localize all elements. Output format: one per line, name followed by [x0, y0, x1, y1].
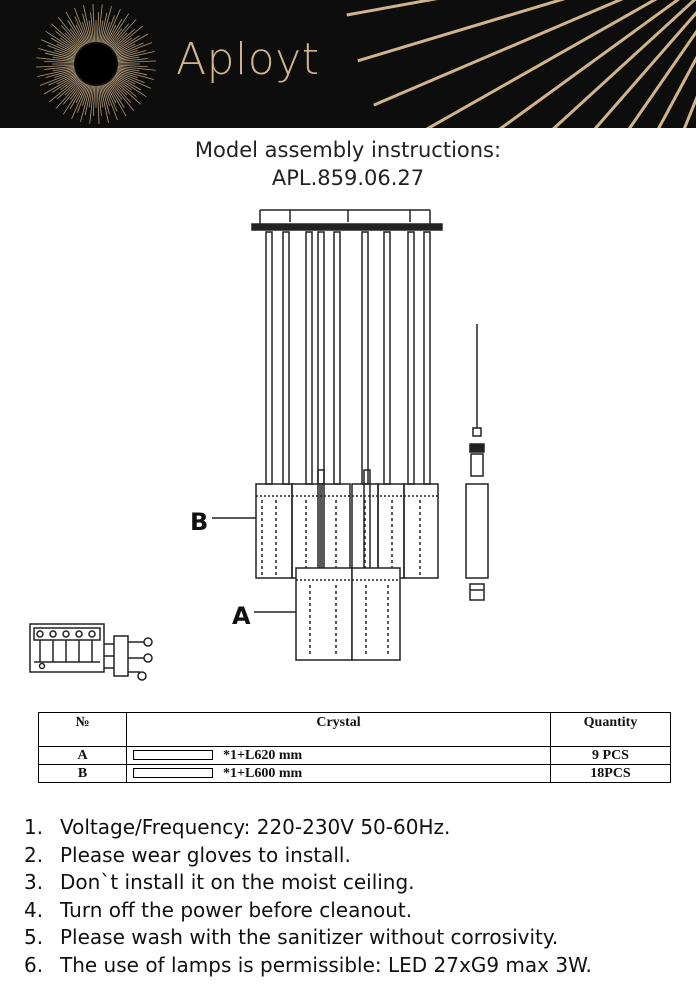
- table-row: [39, 747, 671, 765]
- list-item: 1. Voltage/Frequency: 220-230V 50-60Hz.: [24, 815, 451, 839]
- crystal-group-a: [296, 568, 400, 660]
- list-item: 4. Turn off the power before cleanout.: [24, 897, 413, 922]
- page-title: Model assembly instructions:: [194, 138, 502, 162]
- list-item: 2. Please wear gloves to install.: [24, 842, 351, 867]
- row-quantity: 9 PCS: [551, 747, 671, 765]
- table-row: [39, 765, 671, 783]
- suspension-cables: [266, 232, 430, 570]
- label-b: B: [190, 508, 209, 536]
- ceiling-canopy: [252, 210, 442, 230]
- parts-table: [38, 712, 671, 783]
- single-pendant-detail: [466, 324, 488, 600]
- assembly-drawing: [0, 196, 696, 696]
- row-crystal: [127, 747, 551, 765]
- row-quantity: 18PCS: [551, 765, 671, 783]
- instructions-list: [24, 814, 592, 979]
- header-number: №: [39, 713, 127, 747]
- crystal-shape-icon: [133, 768, 213, 778]
- wiring-diagram-icon: [30, 624, 152, 680]
- sun-rays-logo-icon: [0, 0, 696, 128]
- row-id: B: [39, 765, 127, 783]
- crystal-group-b: [256, 484, 438, 578]
- crystal-size: *1+L600 mm: [223, 765, 303, 781]
- header-banner: [0, 0, 696, 128]
- header-quantity: Quantity: [551, 713, 671, 747]
- list-item: 6. The use of lamps is permissible: LED 27xG9 max 3W.: [24, 952, 592, 977]
- table-header-row: [39, 713, 671, 747]
- list-item: 5. Please wash with the sanitizer without corrosivity.: [24, 925, 559, 949]
- crystal-size: *1+L620 mm: [223, 747, 303, 763]
- row-crystal: [127, 765, 551, 783]
- crystal-shape-icon: [133, 750, 213, 760]
- model-number: APL.859.06.27: [271, 166, 425, 190]
- list-item: 3. Don`t install it on the moist ceiling.: [24, 870, 415, 894]
- brand-name: Aployt: [176, 34, 320, 85]
- row-id: A: [39, 747, 127, 765]
- header-crystal: Crystal: [127, 713, 551, 747]
- label-a: A: [232, 602, 251, 630]
